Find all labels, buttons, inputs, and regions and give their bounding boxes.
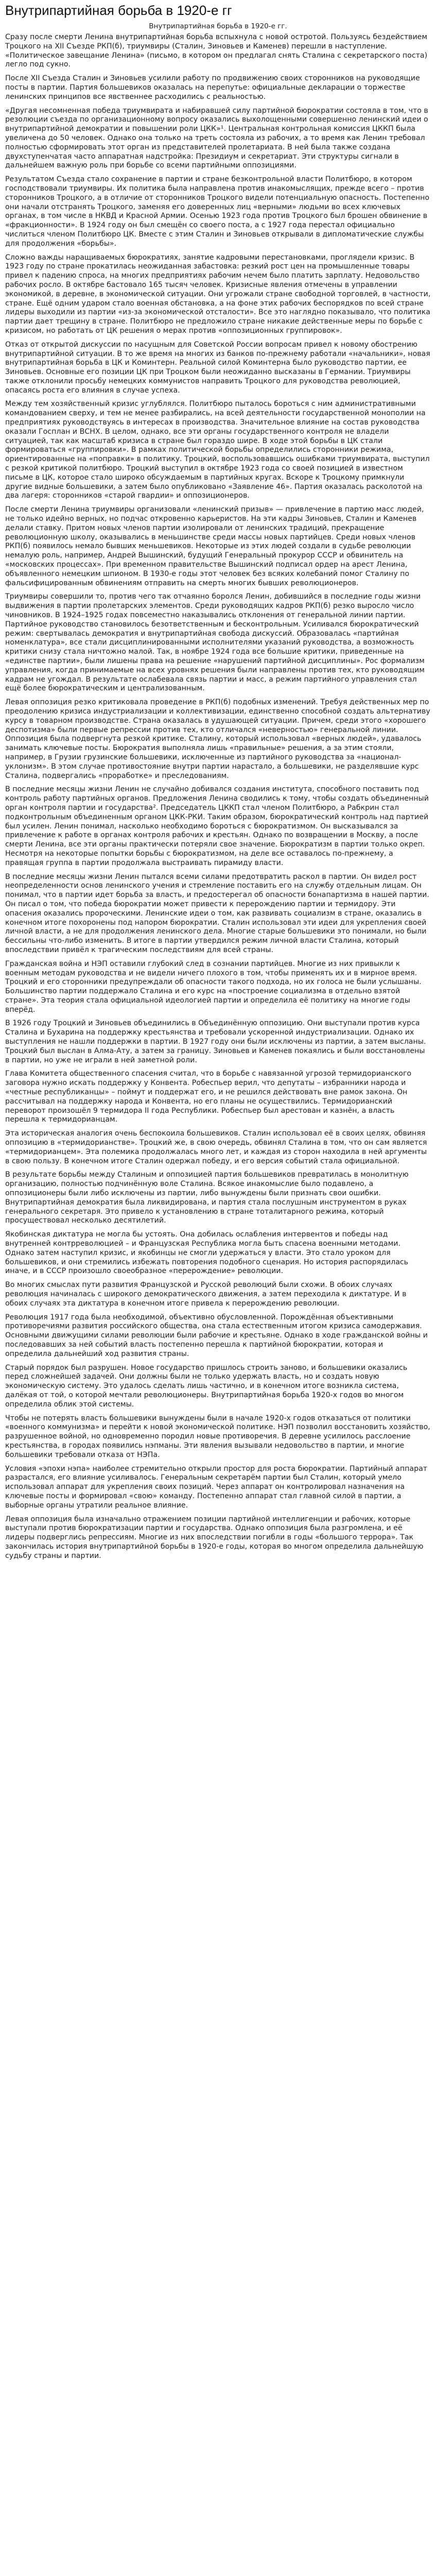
article-paragraph: «Другая несомненная победа триумвирата и набиравшей силу партийной бюрократии состояла в том, что в резолюции съезда по организационному вопросу оказались выхолощенными совершенно ленинский идеи о внутрипартийной демократии и повышении роли ЦКК»¹. Центральная контрольная комиссия ЦККП была увеличена до 50 человек. Однако она только на треть состояла из рабочих, а то время как Ленин требовал полностью сформировать этот орган из представителей пролетариата. В ней была также создана двухступенчатая часто аппаратная надстройка: Президиум и секретариат. Эти структуры сигнали в дальнейшем важную роль при борьбе со всеми партийными оппозициями. bbox=[5, 106, 428, 170]
article-paragraph: Во многих смыслах пути развития Французской и Русской революций были схожи. В обоих случаях революция начиналась с широкого демократического движения, а затем переходила к диктатуре. И в обоих случаях эта диктатура в конечном итоге привела к перерождению революции. bbox=[5, 1281, 407, 1308]
document-subtitle: Внутрипартийная борьба в 1920-е гг. bbox=[149, 22, 287, 30]
article-paragraph: Якобинская диктатура не могла бы устоять. Она добилась ослабления интервентов и победы над внутренней контрреволюцией – и Французская Республика могла быть спасена военными методами. Однако затем наступил кризис, и якобинцы не смогли удержаться у власти. Это стало уроком для большевиков, и они стремились избежать повторения подобного сценария. Но история распорядилась иначе, и в СССР произошло своеобразное «перерождение» революции. bbox=[5, 1230, 409, 1276]
article-paragraph: В последние месяцы жизни Ленин не случайно добивался создания института, способного поставить под контроль работу партийных органов. Предложения Ленина сводились к тому, чтобы создать объединенный орган контроля партии и государства². Председатель ЦККП стал членом Политбюро, а Рабкрин стал подконтрольным объединенным органом ЦКК-РКИ. Таким образом, бюрократический контроль над партией был усилен. Ленин понимал, насколько необходимо бороться с бюрократизмом. Он высказывался за привлечение к работе в органах контроля рабочих и крестьян. Однако по возвращении в Москву, а после смерти Ленина, все эти органы практически потеряли свое значение. Бюрократизм в партии только окреп. Несмотря на некоторые попытки борьбы с бюрократизмом, на деле все оставалось по-прежнему, а правящая группа в партии продолжала выстраивать пирамиду власти. bbox=[5, 785, 429, 867]
article-paragraph: Между тем хозяйственный кризис углублялся. Политбюро пыталось бороться с ним административными командованием сверху, и тем не менее разбирались, на всей деятельности государственной монополии на предприятиях руководствуясь в интересах в производства. Значительное влияние на состав руководства оказали Госплан и ВСНХ. В целом, однако, все эти органы государственного контроля не владели ситуацией, так как масштаб кризиса в стране был гораздо шире. В ходе этой борьбы в ЦК стали формироваться «группировки». В рамках политической борьбы определились сторонники режима, ориентированные на «поправки» в политику. Троцкий, воспользовавшись ошибками триумвирата, выступил с резкой критикой политбюро. Троцкий выступил в октябре 1923 года со своей позицией в известном письме в ЦК, которое стало широко обсуждаемым в партийных кругах. Вскоре к Троцкому примкнули другие видные большевики, а затем было опубликовано «Заявление 46». Партия оказалась расколотой на два лагеря: сторонников «старой гвардии» и оппозиционеров. bbox=[5, 400, 430, 500]
article-paragraph: Старый порядок был разрушен. Новое государство пришлось строить заново, и большевики оказались перед сложнейшей задачей. Они должны были не только удержать власть, но и создать новую экономическую систему. Это удалось сделать лишь частично, и в конечном итоге возникла система, далёкая от той, о которой мечтали революционеры. Внутрипартийная борьба 1920-х годов во многом определила облик этой системы. bbox=[5, 1363, 408, 1409]
article-paragraph: Отказ от открытой дискуссии по насущным для Советской России вопросам привел к новому обострению внутрипартийной ситуации. В то же время на многих из банков по-прежнему работали «начальники», новая внутрипартийная борьба в ЦК и Коминтерн. Реальной силой Коминтерна было руководство партии, ее Зиновьев. Основные его позиции ЦК при Троцком были неожиданно высказаны в Германии. Триумвиры также отклонили просьбу немецких коммунистов направить Троцкого для руководства революцией, опасаясь роста его влияния в случае успеха. bbox=[5, 340, 430, 395]
article-paragraph: Триумвиры совершили то, против чего так отчаянно боролся Ленин, добившийся в последние годы жизни выдвижения в партии пролетарских элементов. Среди руководящих кадров РКП(б) резко выросло число чиновников. В 1924–1925 годах повсеместно наказывались отклонения от генеральной линии партии. Партийное руководство становилось безответственным и бесконтрольным. Усиливался бюрократический режим: свертывалась демократия и внутрипартийная свобода дискуссий. Образовалась «партийная номенклатура», все стали дисциплинированными исполнителями указаний руководства, а возможность критики снизу стала ничтожно малой. Так, в ноябре 1924 года все большие критики, приведенные на «единстве партии», были лишены права на решение «нарушений партийной дисциплины». Рос формализм управления, когда принимаемые на всех уровнях решения были направлены против тех, кто руководящим кадрам не угождал. В результате ослабевала связь партии и масс, а режим партийного управления стал ещё более бюрократическим и централизованным. bbox=[5, 592, 425, 693]
article-paragraph: После XII Съезда Сталин и Зиновьев усилили работу по продвижению своих сторонников на руководящие посты в партии. Партия большевиков оказалась на перепутье: официальные декларации о торжестве ленинских принципов все явственнее расходились с реальностью. bbox=[5, 74, 420, 101]
article-paragraph: После смерти Ленина триумвиры организовали «ленинский призыв» — привлечение в партию масс людей, не только идейно верных, но подчас откровенно карьеристов. На эти кадры Зиновьев, Сталин и Каменев делали ставку. Притом новых членов партии изолировали от ленинских традиций, прекращение революционную школу, оказывались в меньшинстве среди массы новых партийцев. Среди новых членов РКП(б) появилось немало бывших меньшевиков. Некоторые из этих людей создали в судьбе революции немалую роль, например, Андрей Вышинский, будущий Генеральный прокурор СССР и обвинитель на «московских процессах». При временном правительстве Вышинский подписал ордер на арест Ленина, объявленного немецким шпионом. В 1930-е годы этот человек без всяких колебаний помог Сталину по фальсифицированным обвинениям отправить на смерть многих бывших революционеров. bbox=[5, 505, 424, 587]
article-paragraph: В результате борьбы между Сталиным и оппозицией партия большевиков превратилась в монолитную организацию, полностью подчинённую воле Сталина. Всякое инакомыслие было подавлено, а оппозиционеры были либо исключены из партии, либо вынуждены были признать свои ошибки. Внутрипартийная демократия была ликвидирована, и партия стала послушным инструментом в руках генерального секретаря. Это привело к установлению в стране тоталитарного режима, который просуществовал несколько десятилетий. bbox=[5, 1171, 409, 1225]
article-paragraph: Левая оппозиция была изначально отражением позиции партийной интеллигенции и рабочих, которые выступали против бюрократизации партии и государства. Однако оппозиция была разгромлена, и её лидеры подверглись репрессиям. Многие из них впоследствии погибли в годы «большого террора». Так закончилась история внутрипартийной борьбы в 1920-е годы, которая во многом определила дальнейшую судьбу страны и партии. bbox=[5, 1515, 424, 1560]
article-paragraph: Эта историческая аналогия очень беспокоила большевиков. Сталин использовал её в своих целях, обвиняя оппозицию в «термидорианстве». Троцкий же, в свою очередь, обвинял Сталина в том, что он сам является «термидорианцем». Эта полемика продолжалась много лет, и каждая из сторон находила в ней аргументы в свою пользу. В конечном итоге Сталин одержал победу, и его версия событий стала официальной. bbox=[5, 1129, 427, 1165]
article-paragraph: В последние месяцы жизни Ленин пытался всеми силами предотвратить раскол в партии. Он видел рост неопределенности основ ленинского учения и стремление поставить его на службу отдельным лицам. Он понимал, что в партии идет борьба за власть, и предостерегал об опасности бонапартизма в нашей партии. Он писал о том, что победа бюрократии может привести к перерождению партии и термидору. Эти опасения оказались пророческими. Ленинские идеи о том, как развивать социализм в стране, оказались в конечном итоге похоронены под напором бюрократии. Сталин использовал эти идеи для укрепления своей личной власти, а не для продолжения ленинского дела. Многие старые большевики это понимали, но были бессильны что-либо изменить. В итоге в партии утвердился режим личной власти Сталина, который впоследствии привёл к трагическим последствиям для всей страны. bbox=[5, 872, 429, 954]
article-paragraph: Левая оппозиция резко критиковала проведение в РКП(б) подобных изменений. Требуя действенных мер по преодолению кризиса индустриализации и коллективизации, единственно способной создать альтернативу курсу в товарном производстве. Страна оказалась в удушающей ситуации. Причем, среди этого «хорошего деспотизма» были первые репрессии против тех, кто отличался «неверностью» генеральной линии. Оппозиция была подвергнута резкой критике. Сталину, который использовал «верных людей», удавалось занимать ключевые посты. Бюрократия выполняла лишь «правильные» решения, а за этим стояли, например, в Грузии грузинские большевики, исключенные из партийного руководства за «национал-уклонизм». В этом случае противостояние внутри партии нарастало, а большевики, не разделявшие курс Сталина, подвергались «проработке» и преследованиям. bbox=[5, 698, 430, 780]
article-paragraph: Сложно важды наращиваемых бюрократиях, занятие кадровыми перестановками, проглядели кризис. В 1923 году по стране прокатилась неожиданная забастовка: резкий рост цен на промышленные товары привел к падению спроса, на многих предприятиях рабочим нечем было платить зарплату. Недовольство рабочих росло. В октябре бастовало 165 тысяч человек. Кризисные явления отмечены в управлении экономикой, в деревне, в экономической ситуации. Они угрожали стране свободной торговлей, в частности, стране. Ещё одним ударом стало военная обстановка, а на фоне этих рабочих беспорядков по всей стране лидеры выходили из партии «из-за экономической отсталости». Все это наглядно показывало, что политика партии дает трещину в стране. Политбюро не предложило стране никакие действенные меры по борьбе с кризисом, но работать от ЦК решения о мерах против «оппозиционных группировок». bbox=[5, 253, 431, 335]
article-paragraph: В 1926 году Троцкий и Зиновьев объединились в Объединённую оппозицию. Они выступали против курса Сталина и Бухарина на поддержку крестьянства и требовали ускоренной индустриализации. Однако их выступления не нашли поддержки в партии. В 1927 году они были исключены из партии, а затем высланы. Троцкий был выслан в Алма-Ату, а затем за границу. Зиновьев и Каменев покаялись и были восстановлены в партии, но уже не играли в ней заметной роли. bbox=[5, 1019, 426, 1064]
article-paragraph: Результатом Съезда стало сохранение в партии и стране безконтрольной власти Политбюро, в котором господствовали триумвиры. Их политика была направлена против инакомыслящих, прежде всего – против сторонников Троцкого, а в отличие от сторонников Троцкого видели потенциальную опасность. Постепенно они начали отстранять Троцкого, заменяя его доверенных лиц «верными» людьми во всех ключевых органах, в том числе в НКВД и Красной Армии. Осенью 1923 года против Троцкого был брошен обвинение в «фракционности». В 1924 году он был смещён со своего поста, а с 1927 года перестал официально числиться членом Политбюро ЦК. Вместе с этим Сталин и Зиновьев открывали в дипломатические службы для продолжения «борьбы». bbox=[5, 175, 430, 248]
article-paragraph: Чтобы не потерять власть большевики вынуждены были в начале 1920-х годов отказаться от политики «военного коммунизма» и перейти к новой экономической политике. НЭП позволил восстановить хозяйство, разрушенное войной, но одновременно породил новые противоречия. В деревне усилилось расслоение крестьянства, в городах появились нэпманы. Эти явления вызывали недовольство в партии, и многие большевики требовали отказа от НЭПа. bbox=[5, 1414, 430, 1459]
document-title: Внутрипартийная борьба в 1920-е гг bbox=[5, 3, 232, 18]
article-paragraph: Гражданская война и НЭП оставили глубокий след в сознании партийцев. Многие из них привыкли к военным методам руководства и не видели ничего плохого в том, чтобы применять их и в мирное время. Троцкий и его сторонники предупреждали об опасности такого подхода, но их голоса не были услышаны. Большинство партии поддержало Сталина и его курс на «построение социализма в отдельно взятой стране». Эта теория стала официальной идеологией партии и определила её политику на многие годы вперёд. bbox=[5, 959, 422, 1014]
article-paragraph: Условия «эпохи нэпа» наиболее стремительно открыли простор для роста бюрократии. Партийный аппарат разрастался, его влияние усиливалось. Генеральным секретарём партии был Сталин, который умело использовал аппарат для укрепления своих позиций. Через аппарат он контролировал назначения на ключевые посты и формировал «свою» команду. Постепенно аппарат стал главной силой в партии, а выборные органы утратили реальное влияние. bbox=[5, 1464, 428, 1510]
article-paragraph: Революция 1917 года была необходимой, объективно обусловленной. Порождённая объективными противоречиями развития российского общества, она стала естественным итогом кризиса самодержавия. Основными движущими силами революции были рабочие и крестьяне. Однако в ходе гражданской войны и последовавших за ней событий власть постепенно перешла к партийной бюрократии, которая и определила дальнейший ход развития страны. bbox=[5, 1313, 428, 1358]
article-paragraph: Глава Комитета общественного спасения считал, что в борьбе с навязанной угрозой термидорианского заговора нужно искать поддержку у Конвента. Робеспьер верил, что депутаты – избранники народа и «честные республиканцы» – поймут и поддержат его, и не решился действовать вне рамок закона. Он рассчитывал на поддержку народа и Конвента, но его планы не осуществились. Термидорианский переворот произошёл 9 термидора II года Республики. Робеспьер был арестован и казнён, а власть перешла к термидорианцам. bbox=[5, 1070, 412, 1124]
article-paragraph: Сразу после смерти Ленина внутрипартийная борьба вспыхнула с новой остротой. Пользуясь бездействием Троцкого на XII Съезде РКП(б), триумвиры (Сталин, Зиновьев и Каменев) перешли в наступление. «Политическое завещание Ленина» (письмо, в котором он предлагал снять Сталина с секретарского поста) легло под сукно. bbox=[5, 33, 428, 69]
article-body bbox=[5, 33, 431, 1561]
